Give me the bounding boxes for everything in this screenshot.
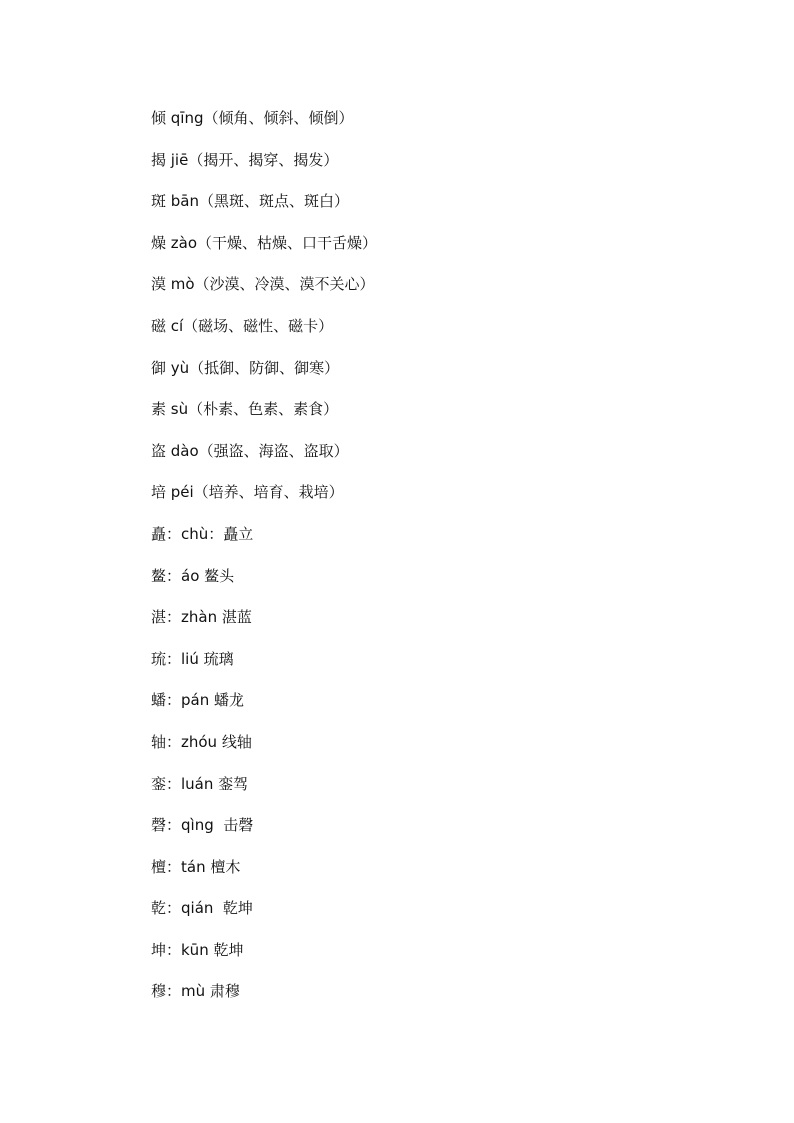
vocab-entry: 矗：chù：矗立 [151, 524, 254, 543]
vocab-entry: 乾：qián 乾坤 [151, 899, 253, 918]
vocab-entry: 坤：kūn 乾坤 [151, 940, 244, 959]
vocab-entry: 盗 dào（强盗、海盗、盗取） [151, 441, 349, 460]
vocab-entry: 鳌：áo 鳌头 [151, 566, 235, 585]
vocab-entry: 漠 mò（沙漠、冷漠、漠不关心） [151, 275, 375, 294]
vocab-entry: 檀：tán 檀木 [151, 857, 241, 876]
vocab-entry: 揭 jiē（揭开、揭穿、揭发） [151, 150, 339, 169]
vocab-entry: 銮：luán 銮驾 [151, 774, 249, 793]
vocab-entry: 磬：qìng 击磬 [151, 816, 254, 835]
vocab-entry: 培 péi（培养、培育、栽培） [151, 483, 344, 502]
vocab-entry: 斑 bān（黑斑、斑点、斑白） [151, 192, 349, 211]
vocab-entry: 倾 qīng（倾角、倾斜、倾倒） [151, 109, 354, 127]
vocab-entry: 穆：mù 肃穆 [151, 982, 240, 1001]
vocab-entry: 轴：zhóu 线轴 [151, 732, 252, 751]
vocab-entry: 御 yù（抵御、防御、御寒） [151, 358, 340, 377]
vocab-entry: 燥 zào（干燥、枯燥、口干舌燥） [151, 233, 378, 252]
vocabulary-list [151, 106, 377, 1021]
vocab-entry: 琉：liú 琉璃 [151, 649, 234, 668]
vocab-entry: 素 sù（朴素、色素、素食） [151, 400, 339, 419]
vocab-entry: 湛：zhàn 湛蓝 [151, 608, 252, 627]
vocab-entry: 磁 cí（磁场、磁性、磁卡） [151, 316, 334, 335]
vocab-entry: 蟠：pán 蟠龙 [151, 691, 244, 710]
